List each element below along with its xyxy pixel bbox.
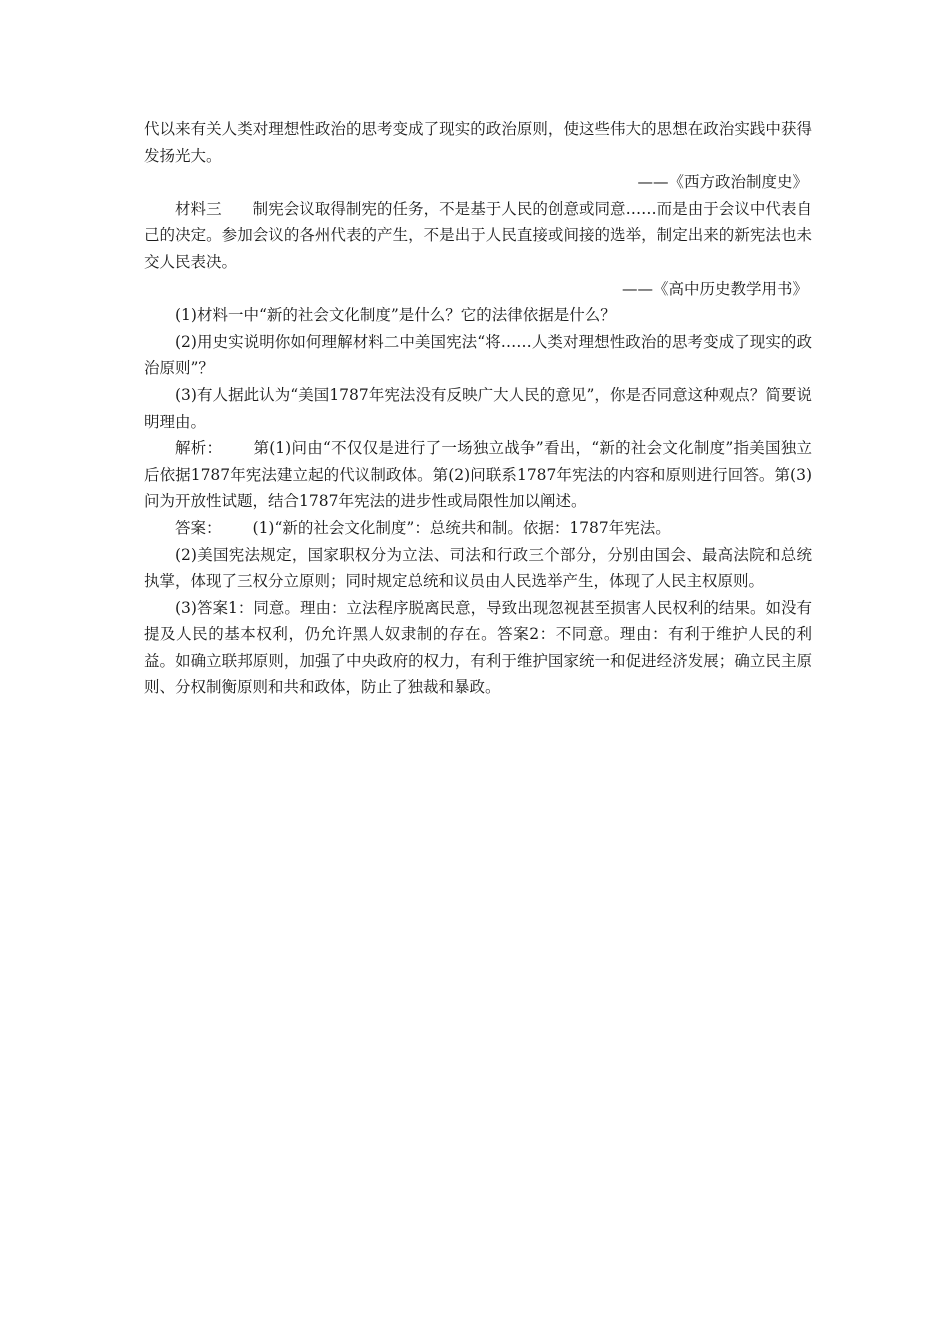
question-3: (3)有人据此认为“美国1787年宪法没有反映广大人民的意见”，你是否同意这种观点？简要说明理由。 — [144, 385, 812, 431]
material3-text: 制宪会议取得制宪的任务，不是基于人民的创意或同意……而是由于会议中代表自己的决定。参加会议的各州代表的产生，不是出于人民直接或间接的选举，制定出来的新宪法也未交人民表决。 — [144, 199, 812, 271]
question-1: (1)材料一中“新的社会文化制度”是什么？它的法律依据是什么？ — [175, 306, 616, 325]
material3-label: 材料三 — [175, 199, 222, 218]
material2-continuation: 代以来有关人类对理想性政治的思考变成了现实的政治原则，使这些伟大的思想在政治实践中获得发扬光大。 — [144, 120, 812, 165]
question-2: (2)用史实说明你如何理解材料二中美国宪法“将……人类对理想性政治的思考变成了现实的政治原则”？ — [144, 332, 812, 378]
answer-label: 答案： — [175, 518, 222, 537]
answer-paragraph-3: (3)答案1：同意。理由：立法程序脱离民意，导致出现忽视甚至损害人民权利的结果。如没有提及人民的基本权利，仍允许黑人奴隶制的存在。答案2：不同意。理由：有利于维护人民的利益。如确立联邦原则，加强了中央政府的权力，有利于维护国家统一和促进经济发展；确立民主原则、分权制衡原则和共和政体，防止了独裁和暴政。 — [144, 598, 812, 697]
answer-paragraph-2: (2)美国宪法规定，国家职权分为立法、司法和行政三个部分，分别由国会、最高法院和总统执掌，体现了三权分立原则；同时规定总统和议员由人民选举产生，体现了人民主权原则。 — [144, 545, 812, 591]
material2-source: ——《西方政治制度史》 — [637, 173, 808, 192]
analysis-label: 解析： — [175, 439, 223, 458]
analysis-text: 第(1)问由“不仅仅是进行了一场独立战争”看出，“新的社会文化制度”指美国独立后依据1787年宪法建立起的代议制政体。第(2)问联系1787年宪法的内容和原则进行回答。第(3)问为开放性试题，结合1787年宪法的进步性或局限性加以阐述。 — [144, 439, 812, 511]
answer-paragraph-1 — [144, 515, 812, 542]
material3-paragraph — [144, 196, 812, 276]
document-body — [144, 116, 812, 701]
answer-part-1: (1)“新的社会文化制度”：总统共和制。依据：1787年宪法。 — [252, 518, 671, 537]
material3-source: ——《高中历史教学用书》 — [621, 279, 808, 298]
analysis-paragraph — [144, 435, 812, 515]
